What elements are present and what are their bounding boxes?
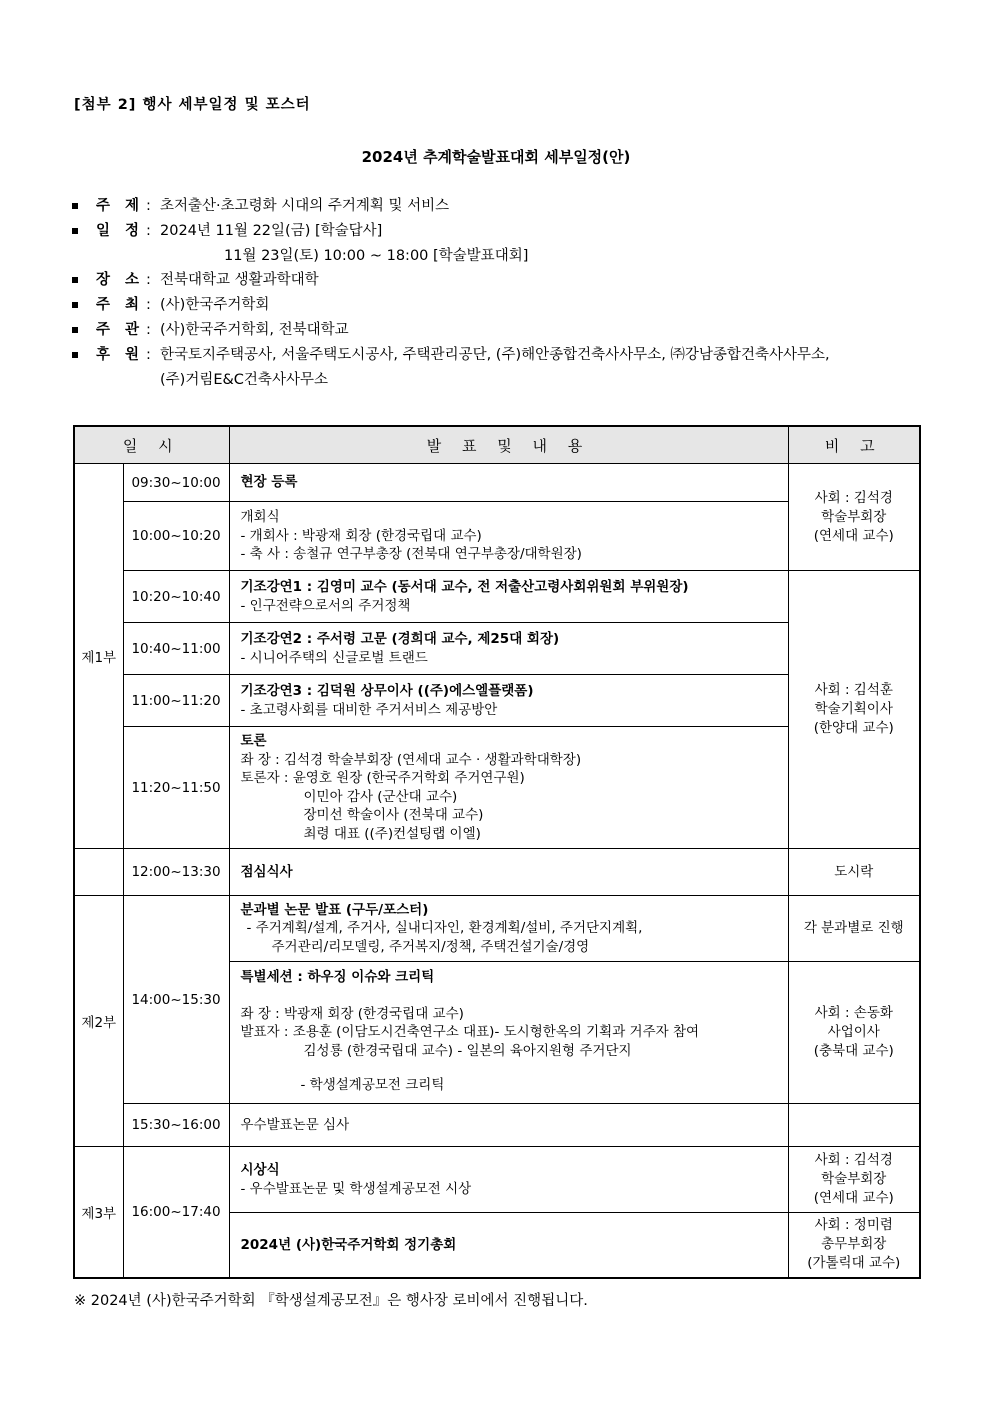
table-row	[74, 1147, 920, 1213]
info-value: (사)한국주거학회, 전북대학교	[160, 321, 349, 338]
footer-note: ※ 2024년 (사)한국주거학회 『학생설계공모전』은 행사장 로비에서 진행됩니다.	[74, 1293, 588, 1309]
content-line: 이민아 감사 (군산대 교수)	[303, 788, 458, 805]
table-row	[74, 849, 920, 896]
info-date-2	[72, 244, 932, 269]
content-cell: 우수발표논문 심사	[229, 1104, 788, 1147]
info-value: 전북대학교 생활과학대학	[160, 272, 319, 289]
content-cell	[229, 1147, 788, 1213]
schedule-table	[73, 425, 921, 1279]
content-cell	[229, 502, 788, 571]
info-organizer: 주 관 : (사)한국주거학회, 전북대학교	[72, 318, 932, 343]
content-cell	[229, 675, 788, 727]
bullet-icon	[72, 203, 78, 209]
part-label: 제1부	[74, 464, 123, 849]
content-cell: 점심식사	[229, 849, 788, 896]
note-line: 사회 : 정미렴	[814, 1217, 893, 1234]
content-line: 발표자 : 조용훈 (이담도시건축연구소 대표)- 도시형한옥의 기획과 거주자 참여	[240, 1024, 700, 1040]
bullet-icon	[72, 277, 78, 283]
header-datetime: 일 시	[74, 426, 229, 464]
bullet-icon	[72, 327, 78, 333]
note-line: 학술부회장	[821, 508, 887, 525]
content-line: - 초고령사회를 대비한 주거서비스 제공방안	[240, 701, 498, 718]
note-cell	[788, 464, 920, 571]
part-label: 제3부	[74, 1147, 123, 1278]
info-host: 주 최 : (사)한국주거학회	[72, 293, 932, 318]
time-cell: 12:00~13:30	[123, 849, 229, 896]
info-sponsor-2	[72, 368, 932, 393]
content-line: 장미선 학술이사 (전북대 교수)	[303, 807, 484, 823]
info-venue: 장 소 : 전북대학교 생활과학대학	[72, 268, 932, 293]
content-line: - 축 사 : 송철규 연구부총장 (전북대 연구부총장/대학원장)	[240, 546, 582, 563]
note-cell	[788, 1147, 920, 1213]
note-line: 사회 : 손동화	[814, 1005, 893, 1021]
note-line: 학술기획이사	[814, 701, 893, 717]
info-label: 주 관	[96, 321, 145, 338]
time-cell: 14:00~15:30	[123, 896, 229, 1104]
table-row	[74, 464, 920, 502]
time-cell: 10:20~10:40	[123, 571, 229, 623]
info-label: 주 최	[96, 297, 145, 314]
info-label: 후 원	[96, 346, 145, 363]
time-cell: 10:00~10:20	[123, 502, 229, 571]
info-value: 11월 23일(토) 10:00 ~ 18:00 [학술발표대회]	[224, 247, 529, 264]
note-line: 학술부회장	[821, 1171, 887, 1187]
content-line: 기조강연2 : 주서령 고문 (경희대 교수, 제25대 회장)	[240, 631, 560, 647]
content-cell	[229, 896, 788, 962]
info-value: 초저출산·초고령화 시대의 주거계획 및 서비스	[160, 198, 450, 214]
content-line: 김성룡 (한경국립대 교수) - 일본의 육아지원형 주거단지	[303, 1042, 632, 1059]
content-line: 최령 대표 ((주)컨설팅랩 이엘)	[303, 825, 481, 842]
content-cell	[229, 727, 788, 849]
content-line: 좌 장 : 김석경 학술부회장 (연세대 교수 · 생활과학대학장)	[240, 751, 582, 768]
content-line: - 시니어주택의 신글로벌 트랜드	[240, 649, 428, 666]
header-notes: 비 고	[788, 426, 920, 464]
table-row	[74, 896, 920, 962]
content-line: - 인구전략으로서의 주거정책	[240, 597, 411, 614]
part-label	[74, 849, 123, 896]
content-line: 좌 장 : 박광재 회장 (한경국립대 교수)	[240, 1005, 464, 1022]
note-cell	[788, 1213, 920, 1278]
header-content: 발 표 및 내 용	[229, 426, 788, 464]
content-line: 토론	[240, 733, 267, 749]
content-cell	[229, 571, 788, 623]
content-line: 분과별 논문 발표 (구두/포스터)	[240, 901, 429, 918]
info-label: 장 소	[96, 272, 145, 289]
note-cell	[788, 962, 920, 1104]
table-header-row	[74, 426, 920, 464]
time-cell: 15:30~16:00	[123, 1104, 229, 1147]
note-line: 총무부회장	[821, 1236, 887, 1253]
time-cell: 16:00~17:40	[123, 1147, 229, 1278]
note-line: 사회 : 김석경	[814, 489, 893, 506]
content-cell: 현장 등록	[229, 464, 788, 502]
content-line: 시상식	[240, 1162, 280, 1178]
content-line: 토론자 : 윤영호 원장 (한국주거학회 주거연구원)	[240, 770, 525, 786]
content-cell: 2024년 (사)한국주거학회 정기총회	[229, 1213, 788, 1278]
info-value: 한국토지주택공사, 서울주택도시공사, 주택관리공단, (주)해안종합건축사사무소, ㈜강남종합건축사사무소,	[160, 346, 830, 363]
attachment-heading: [첨부 2] 행사 세부일정 및 포스터	[74, 97, 311, 113]
note-line: 사회 : 김석훈	[814, 682, 893, 698]
note-line: (한양대 교수)	[813, 720, 894, 736]
note-cell: 각 분과별로 진행	[788, 896, 920, 962]
content-line: - 학생설계공모전 크리틱	[300, 1077, 445, 1093]
time-cell: 11:00~11:20	[123, 675, 229, 727]
content-line: - 주거계획/설계, 주거사, 실내디자인, 환경계획/설비, 주거단지계획,	[246, 920, 643, 937]
note-line: (충북대 교수)	[813, 1043, 894, 1059]
info-value: 2024년 11월 22일(금) [학술답사]	[160, 222, 383, 239]
note-cell	[788, 1104, 920, 1147]
bullet-icon	[72, 352, 78, 358]
page-title: 2024년 추계학술발표대회 세부일정(안)	[361, 148, 631, 166]
time-cell: 11:20~11:50	[123, 727, 229, 849]
note-line: (가톨릭대 교수)	[807, 1255, 901, 1272]
content-line: - 개회사 : 박광재 회장 (한경국립대 교수)	[240, 527, 482, 544]
time-cell: 10:40~11:00	[123, 623, 229, 675]
info-value: (사)한국주거학회	[160, 297, 270, 314]
bullet-icon	[72, 302, 78, 308]
note-cell: 도시락	[788, 849, 920, 896]
content-line: 주거관리/리모델링, 주거복지/정책, 주택건설기술/경영	[271, 938, 590, 955]
info-theme: 주 제 : 초저출산·초고령화 시대의 주거계획 및 서비스	[72, 194, 932, 219]
info-date: 일 정 : 2024년 11월 22일(금) [학술답사]	[72, 219, 932, 244]
content-line: 개회식	[240, 509, 280, 526]
info-label: 일 정	[96, 222, 145, 239]
note-line: 사회 : 김석경	[814, 1152, 893, 1168]
info-value: (주)거림E&C건축사사무소	[160, 371, 328, 388]
info-label: 주 제	[96, 198, 145, 214]
part-label: 제2부	[74, 896, 123, 1147]
content-cell	[229, 623, 788, 675]
content-line: 기조강연1 : 김영미 교수 (동서대 교수, 전 저출산고령사회위원회 부위원장)	[240, 579, 689, 595]
event-info	[72, 194, 932, 392]
time-cell: 09:30~10:00	[123, 464, 229, 502]
content-cell	[229, 962, 788, 1104]
content-line: - 우수발표논문 및 학생설계공모전 시상	[240, 1180, 472, 1197]
table-row	[74, 571, 920, 623]
table-row	[74, 1104, 920, 1147]
bullet-icon	[72, 228, 78, 234]
note-cell	[788, 571, 920, 849]
content-line: 기조강연3 : 김덕원 상무이사 ((주)에스엘플랫폼)	[240, 683, 534, 699]
content-line: 특별세션 : 하우징 이슈와 크리틱	[240, 969, 435, 985]
note-line: 사업이사	[827, 1024, 880, 1040]
note-line: (연세대 교수)	[813, 527, 894, 544]
note-line: (연세대 교수)	[813, 1190, 894, 1206]
info-sponsor: 후 원 : 한국토지주택공사, 서울주택도시공사, 주택관리공단, (주)해안종합건축사사무소, ㈜강남종합건축사사무소,	[72, 343, 932, 368]
